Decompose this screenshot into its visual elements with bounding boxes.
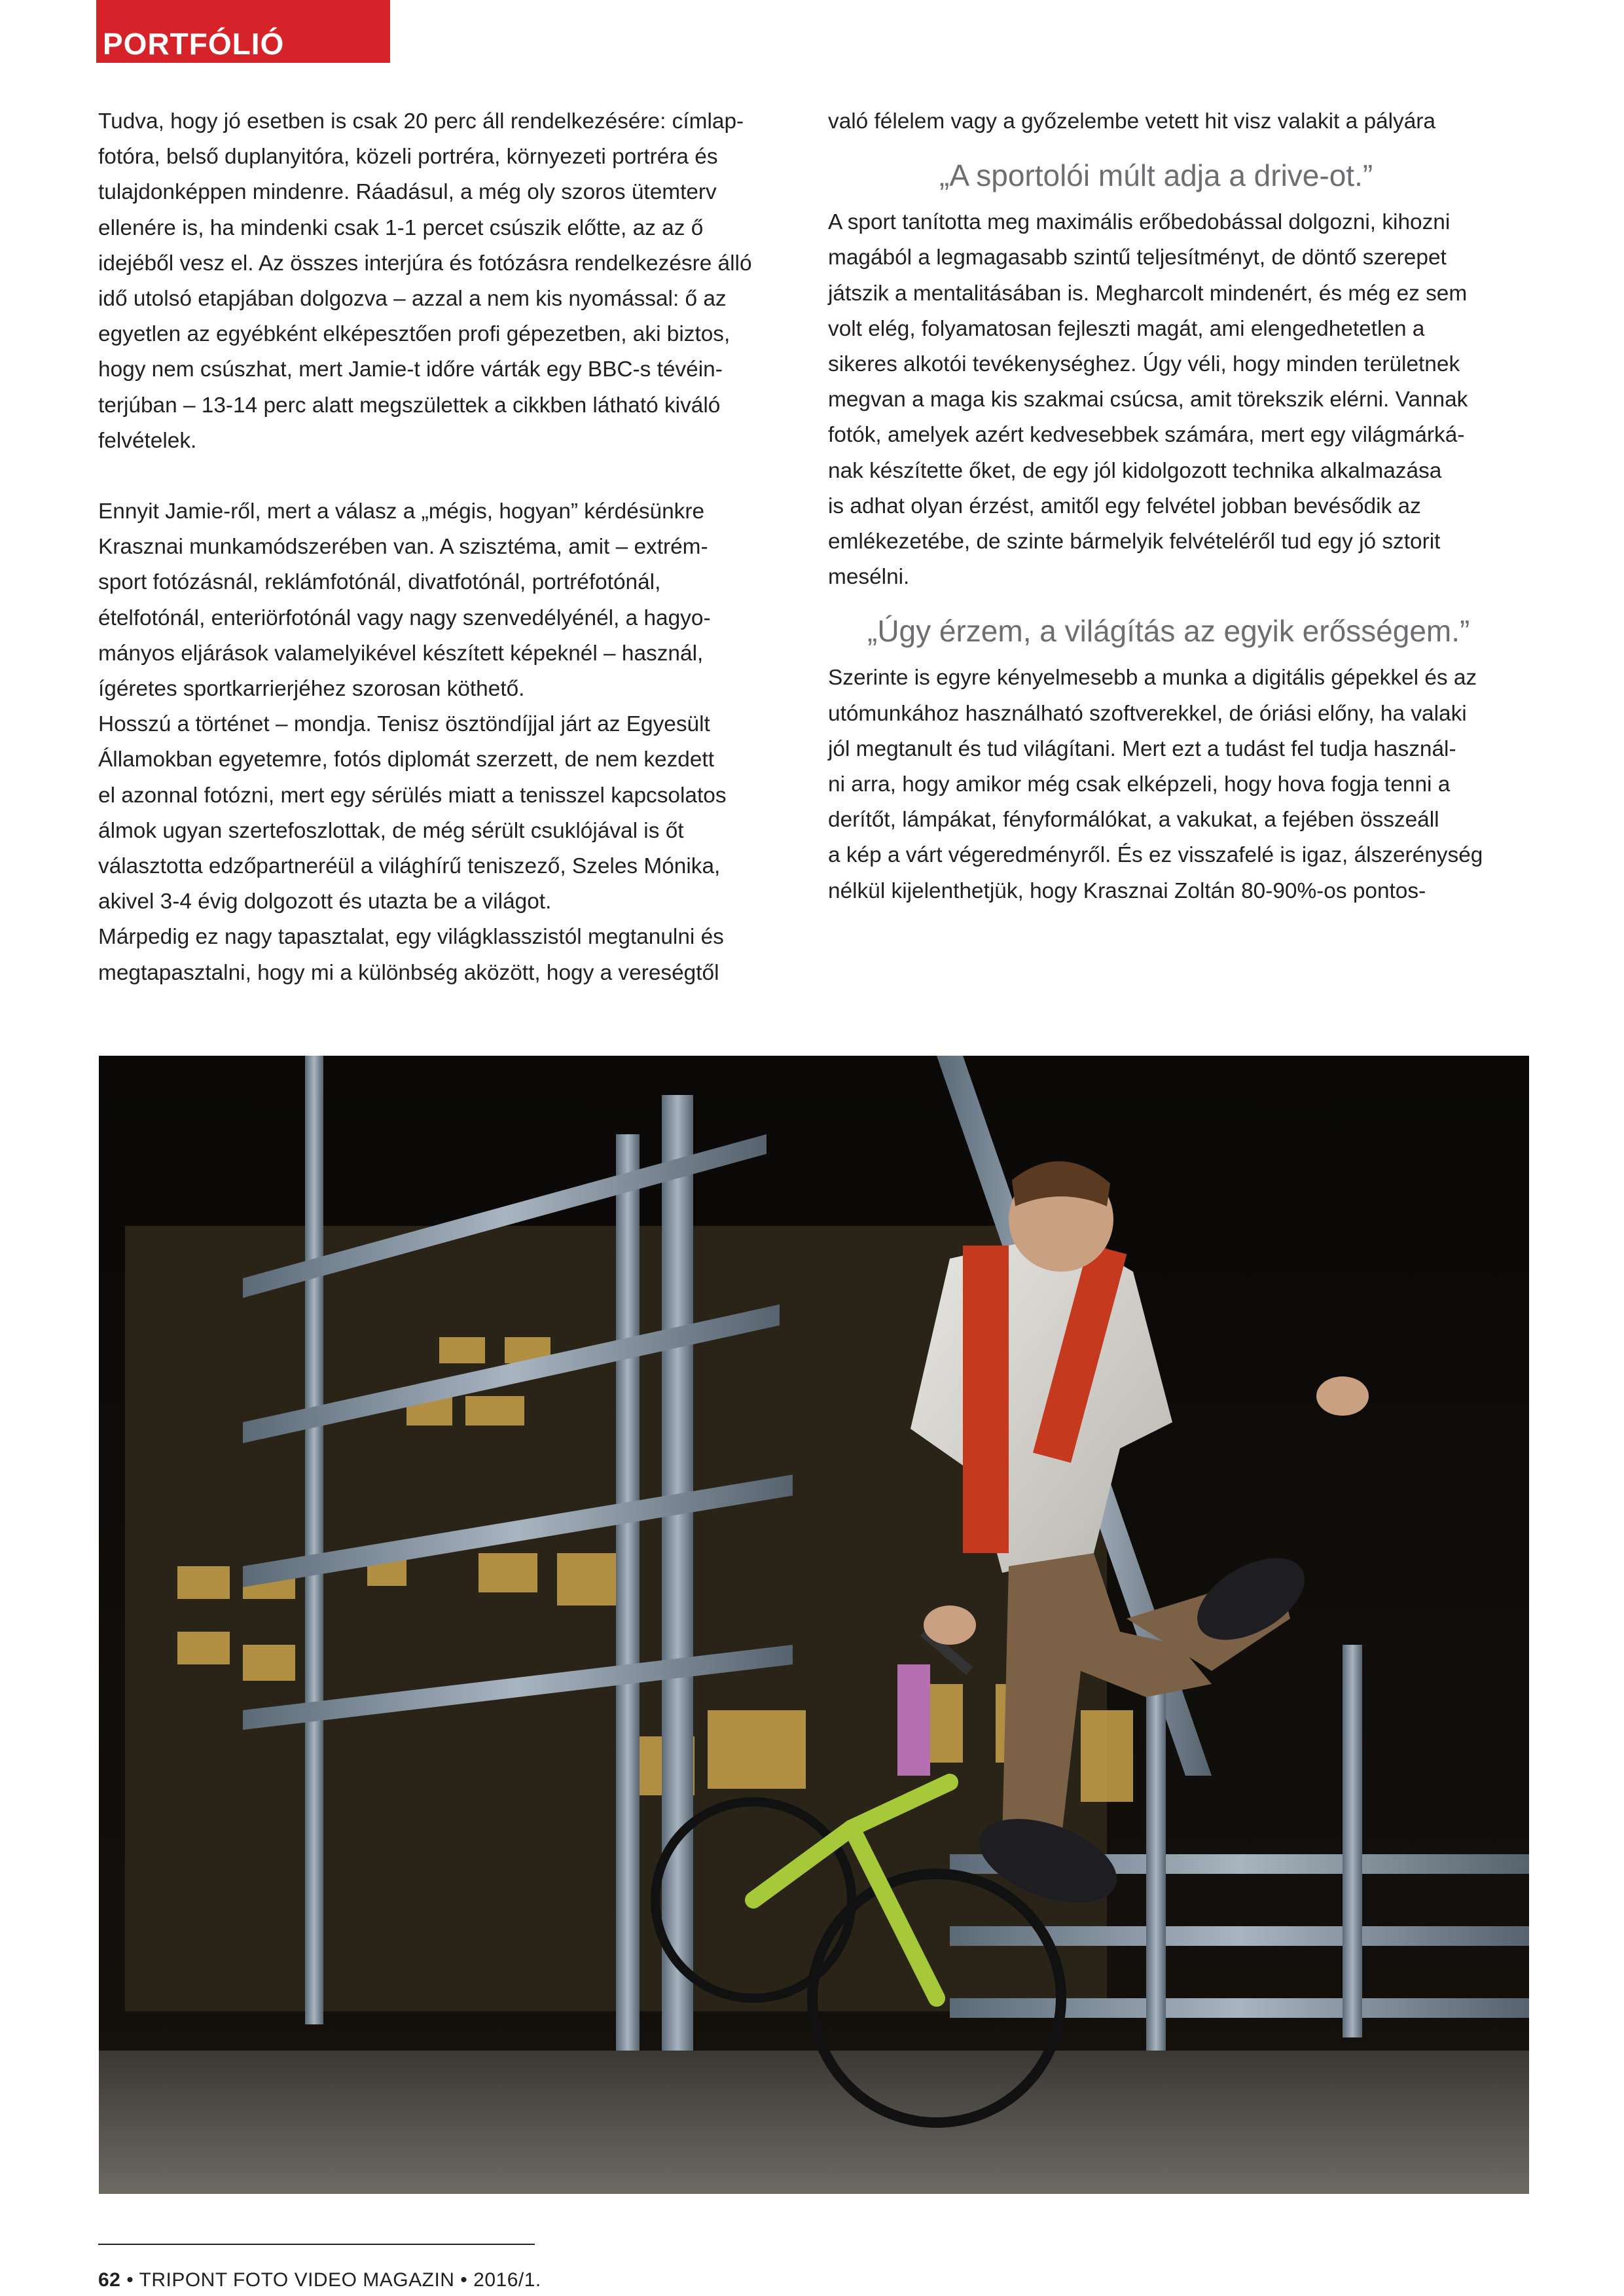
text-line: emlékezetébe, de szinte bármelyik felvételéről tud egy jó sztorit: [828, 529, 1441, 554]
text-line: ételfotónál, enteriörfotónál vagy nagy szenvedélyénél, a hagyo-: [98, 605, 711, 630]
text-line: akivel 3-4 évig dolgozott és utazta be a világot.: [98, 889, 552, 914]
photo-illustration: [99, 1056, 1529, 2194]
text-line: idő utolsó etapjában dolgozva – azzal a nem kis nyomással: ő az: [98, 287, 727, 312]
text-line: ígéretes sportkarrierjéhez szorosan köthető.: [98, 677, 525, 702]
text-line: nak készítette őket, de egy jól kidolgozott technika alkalmazása: [828, 458, 1442, 483]
text-line: tulajdonképpen mindenre. Ráadásul, a még oly szoros ütemterv: [98, 180, 717, 205]
right-paragraph-1: [828, 205, 1515, 595]
text-line: ellenére is, ha mindenki csak 1-1 percet csúszik előtte, az az ő: [98, 215, 704, 240]
pull-quote: „A sportolói múlt adja a drive-ot.”: [939, 158, 1373, 193]
text-line: fotóra, belső duplanyitóra, közeli portréra, környezeti portréra és: [98, 145, 718, 170]
text-line: mányos eljárások valamelyikével készített képeknél – használ,: [98, 641, 704, 666]
pull-quote: „Úgy érzem, a világítás az egyik erősségem.”: [867, 614, 1470, 649]
text-line: Államokban egyetemre, fotós diplomát szerzett, de nem kezdett: [98, 747, 714, 772]
text-line: sport fotózásnál, reklámfotónál, divatfotónál, portréfotónál,: [98, 570, 661, 595]
paragraph-gap: [98, 459, 785, 494]
text-line: utómunkához használható szoftverekkel, de óriási előny, ha valaki: [828, 701, 1467, 726]
magazine-name: TRIPONT FOTO VIDEO MAGAZIN: [139, 2269, 455, 2291]
left-column: [98, 104, 785, 991]
text-line: is adhat olyan érzést, amitől egy felvétel jobban bevésődik az: [828, 493, 1421, 518]
text-line: derítőt, lámpákat, fényformálókat, a vakukat, a fejében összeáll: [828, 808, 1439, 833]
text-line: Márpedig ez nagy tapasztalat, egy világklasszistól megtanulni és: [98, 925, 724, 950]
text-line: ni arra, hogy amikor még csak elképzeli, hogy hova fogja tenni a: [828, 772, 1451, 797]
text-line: választotta edzőpartneréül a világhírű teniszező, Szeles Mónika,: [98, 854, 721, 879]
left-paragraph-2: [98, 494, 785, 991]
footer-rule: [98, 2244, 535, 2245]
text-line: sikeres alkotói tevékenységhez. Úgy véli, hogy minden területnek: [828, 352, 1460, 377]
bmx-rider-photo: [99, 1056, 1529, 2194]
text-line: mesélni.: [828, 565, 910, 590]
text-line: A sport tanította meg maximális erőbedobással dolgozni, kihozni: [828, 210, 1451, 235]
text-line: volt elég, folyamatosan fejleszti magát, ami elengedhetetlen a: [828, 316, 1425, 341]
text-line: Ennyit Jamie-ről, mert a válasz a „mégis, hogyan” kérdésünkre: [98, 499, 705, 524]
text-line: magából a legmagasabb szintű teljesítményt, de döntő szerepet: [828, 245, 1447, 270]
issue-label: 2016/1.: [473, 2269, 541, 2291]
page-number: 62: [98, 2269, 121, 2291]
text-line: egyetlen az egyébként elképesztően profi gépezetben, aki biztos,: [98, 322, 731, 347]
text-line: megtapasztalni, hogy mi a különbség aközött, hogy a vereségtől: [98, 960, 719, 985]
text-line: felvételek.: [98, 428, 197, 453]
text-line: játszik a mentalitásában is. Megharcolt mindenért, és még ez sem: [828, 281, 1468, 306]
text-line: nélkül kijelenthetjük, hogy Krasznai Zoltán 80-90%-os pontos-: [828, 878, 1426, 903]
text-line: megvan a maga kis szakmai csúcsa, amit törekszik elérni. Vannak: [828, 387, 1468, 412]
right-paragraph-2: [828, 660, 1515, 908]
footer-separator: •: [120, 2269, 139, 2291]
text-line: álmok ugyan szertefoszlottak, de még sérült csuklójával is őt: [98, 818, 684, 843]
text-line: jól megtanult és tud világítani. Mert ezt a tudást fel tudja használ-: [828, 736, 1456, 761]
text-line: való félelem vagy a győzelembe vetett hit visz valakit a pályára: [828, 109, 1435, 134]
section-label: PORTFÓLIÓ: [96, 0, 390, 63]
right-column: [828, 104, 1515, 909]
page-footer: [98, 2269, 541, 2292]
left-paragraph-1: [98, 104, 785, 459]
text-line: Hosszú a történet – mondja. Tenisz ösztöndíjjal járt az Egyesült: [98, 712, 710, 737]
text-line: el azonnal fotózni, mert egy sérülés miatt a tenisszel kapcsolatos: [98, 783, 727, 808]
text-line: idejéből vesz el. Az összes interjúra és fotózásra rendelkezésre álló: [98, 251, 752, 276]
text-line: hogy nem csúszhat, mert Jamie-t időre várták egy BBC-s tévéin-: [98, 357, 723, 382]
text-line: Szerinte is egyre kényelmesebb a munka a digitális gépekkel és az: [828, 666, 1477, 691]
text-line: Tudva, hogy jó esetben is csak 20 perc áll rendelkezésére: címlap-: [98, 109, 744, 134]
text-line: Krasznai munkamódszerében van. A szisztéma, amit – extrém-: [98, 535, 708, 560]
footer-separator: •: [454, 2269, 474, 2291]
text-line: terjúban – 13-14 perc alatt megszülettek a cikkben látható kiváló: [98, 393, 721, 418]
text-line: a kép a várt végeredményről. És ez visszafelé is igaz, álszerénység: [828, 843, 1483, 868]
text-line: fotók, amelyek azért kedvesebbek számára, mert egy világmárká-: [828, 423, 1465, 448]
